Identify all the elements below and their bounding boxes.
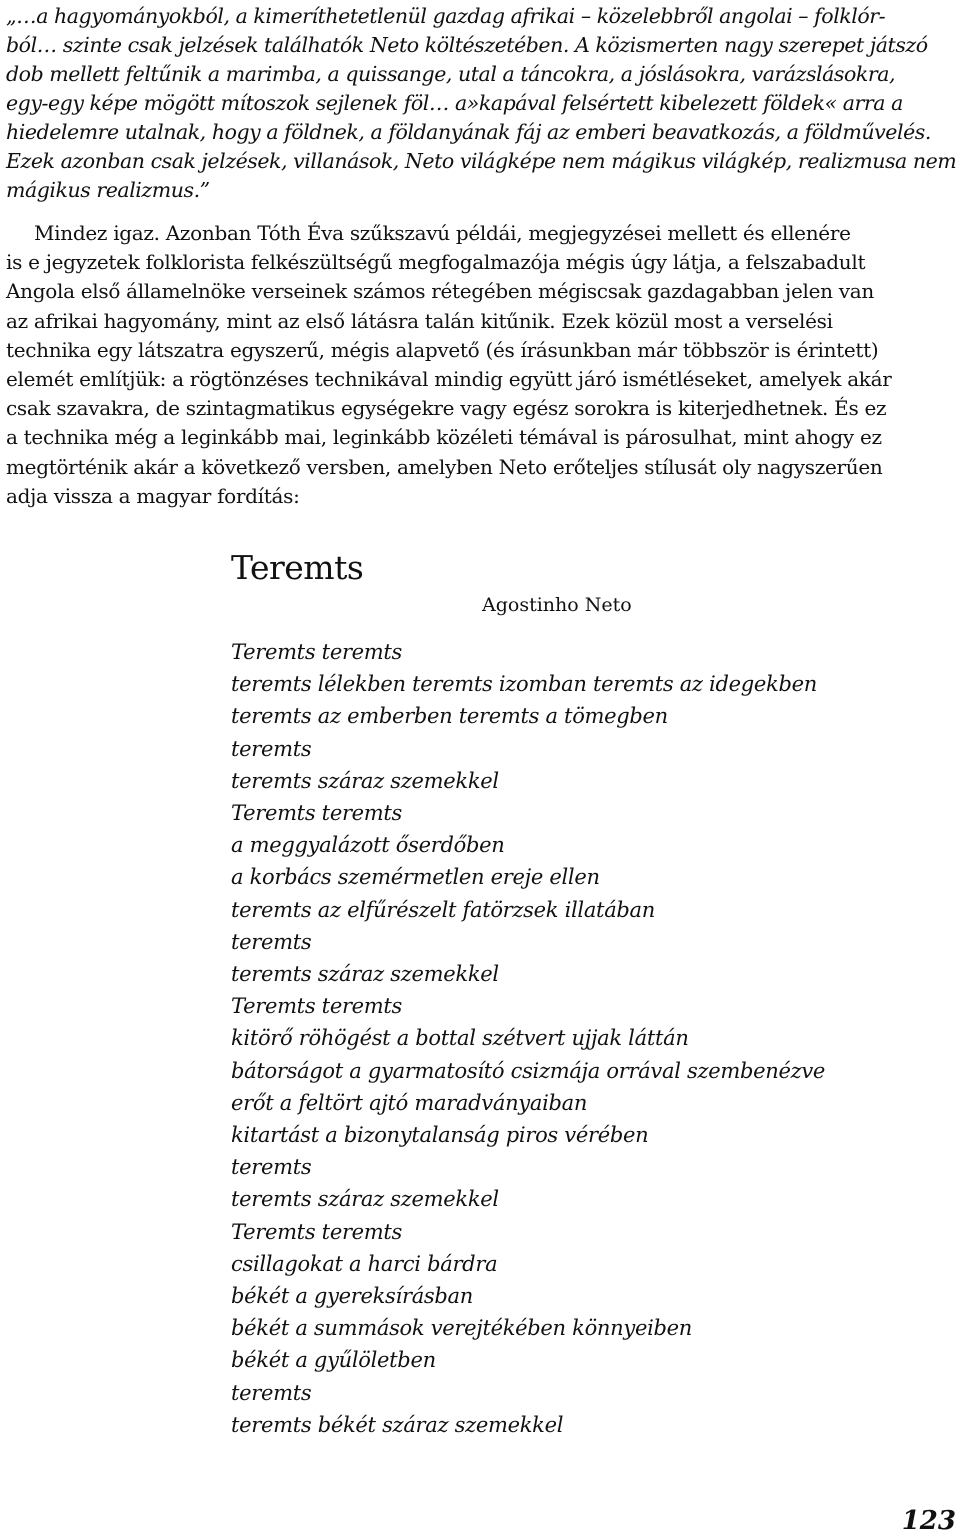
body-line: elemét említjük: a rögtönzéses technikával mindig együtt járó ismétléseket, amelyek akár <box>6 367 892 392</box>
body-line: csak szavakra, de szintagmatikus egységekre vagy egész sorokra is kiterjedhetnek. És ez <box>6 396 887 421</box>
body-line: Angola első államelnöke verseinek számos rétegében mégiscsak gazdagabban jelen van <box>6 279 874 304</box>
poem-line: Teremts teremts <box>231 994 403 1019</box>
poem-line: kitörő röhögést a bottal szétvert ujjak láttán <box>231 1026 689 1051</box>
body-line: Mindez igaz. Azonban Tóth Éva szűkszavú példái, megjegyzései mellett és ellenére <box>34 221 851 245</box>
quote-line: „…a hagyományokból, a kimeríthetetlenül gazdag afrikai – közelebbről angolai – folklór- <box>6 4 886 28</box>
poem-line: a meggyalázott őserdőben <box>231 833 505 858</box>
body-line: az afrikai hagyomány, mint az első látásra talán kitűnik. Ezek közül most a verselési <box>6 308 833 333</box>
body-paragraph <box>6 219 956 511</box>
poem-line: teremts <box>231 736 312 761</box>
poem-line: kitartást a bizonytalanság piros vérében <box>231 1123 649 1148</box>
poem-line: békét a gyűlöletben <box>231 1348 436 1373</box>
quote-line: mágikus realizmus.” <box>6 178 210 202</box>
poem-line: teremts az emberben teremts a tömegben <box>231 704 668 729</box>
poem-line: békét a gyereksírásban <box>231 1284 473 1309</box>
poem-line: a korbács szemérmetlen ereje ellen <box>231 865 600 890</box>
quote-line: egy-egy képe mögött mítoszok sejlenek föl… a»kapával felsértett kibelezett földek« arra a <box>6 91 903 115</box>
poem-line: Teremts teremts <box>231 801 403 826</box>
poem-line: Teremts teremts <box>231 1219 403 1244</box>
poem-line: teremts <box>231 929 312 954</box>
poem-line: teremts az elfűrészelt fatörzsek illatában <box>231 897 656 922</box>
poem-lines <box>231 636 825 1441</box>
poem-line: teremts <box>231 1155 312 1180</box>
quote-line: dob mellett feltűnik a marimba, a quissange, utal a táncokra, a jóslásokra, varázslásokra, <box>6 62 896 86</box>
quote-line: Ezek azonban csak jelzések, villanások, Neto világképe nem mágikus világkép, realizmusa nem <box>6 149 957 173</box>
poem-line: erőt a feltört ajtó maradványaiban <box>231 1090 588 1115</box>
page-number: 123 <box>901 1506 956 1536</box>
poem-title: Teremts <box>231 548 364 587</box>
poem-line: teremts száraz szemekkel <box>231 768 499 793</box>
body-line: megtörténik akár a következő versben, amelyben Neto erőteljes stílusát oly nagyszerűen <box>6 454 883 479</box>
body-line: a technika még a leginkább mai, leginkább közéleti témával is párosulhat, mint ahogy ez <box>6 425 882 450</box>
poem-line: teremts száraz szemekkel <box>231 1187 499 1212</box>
body-line: technika egy látszatra egyszerű, mégis alapvető (és írásunkban már többször is érintett) <box>6 337 879 362</box>
quote-line: hiedelemre utalnak, hogy a földnek, a földanyának fáj az emberi beavatkozás, a földművelés. <box>6 120 931 144</box>
poem-line: teremts száraz szemekkel <box>231 962 499 987</box>
poem-line: teremts békét száraz szemekkel <box>231 1412 564 1437</box>
body-line: adja vissza a magyar fordítás: <box>6 483 300 508</box>
poem-line: csillagokat a harci bárdra <box>231 1251 498 1276</box>
poem-line: bátorságot a gyarmatosító csizmája orrával szembenézve <box>231 1058 826 1083</box>
poem-line: Teremts teremts <box>231 640 403 664</box>
poem-line: teremts <box>231 1380 312 1405</box>
quote-line: ból… szinte csak jelzések találhatók Neto költészetében. A közismerten nagy szerepet játszó <box>6 33 928 57</box>
italic-quote-block <box>6 2 956 205</box>
poem-author: Agostinho Neto <box>482 594 632 616</box>
poem-line: békét a summások verejtékében könnyeiben <box>231 1316 692 1341</box>
body-line: is e jegyzetek folklorista felkészültségű megfogalmazója mégis úgy látja, a felszabadult <box>6 250 866 275</box>
poem-line: teremts lélekben teremts izomban teremts az idegekben <box>231 672 817 697</box>
